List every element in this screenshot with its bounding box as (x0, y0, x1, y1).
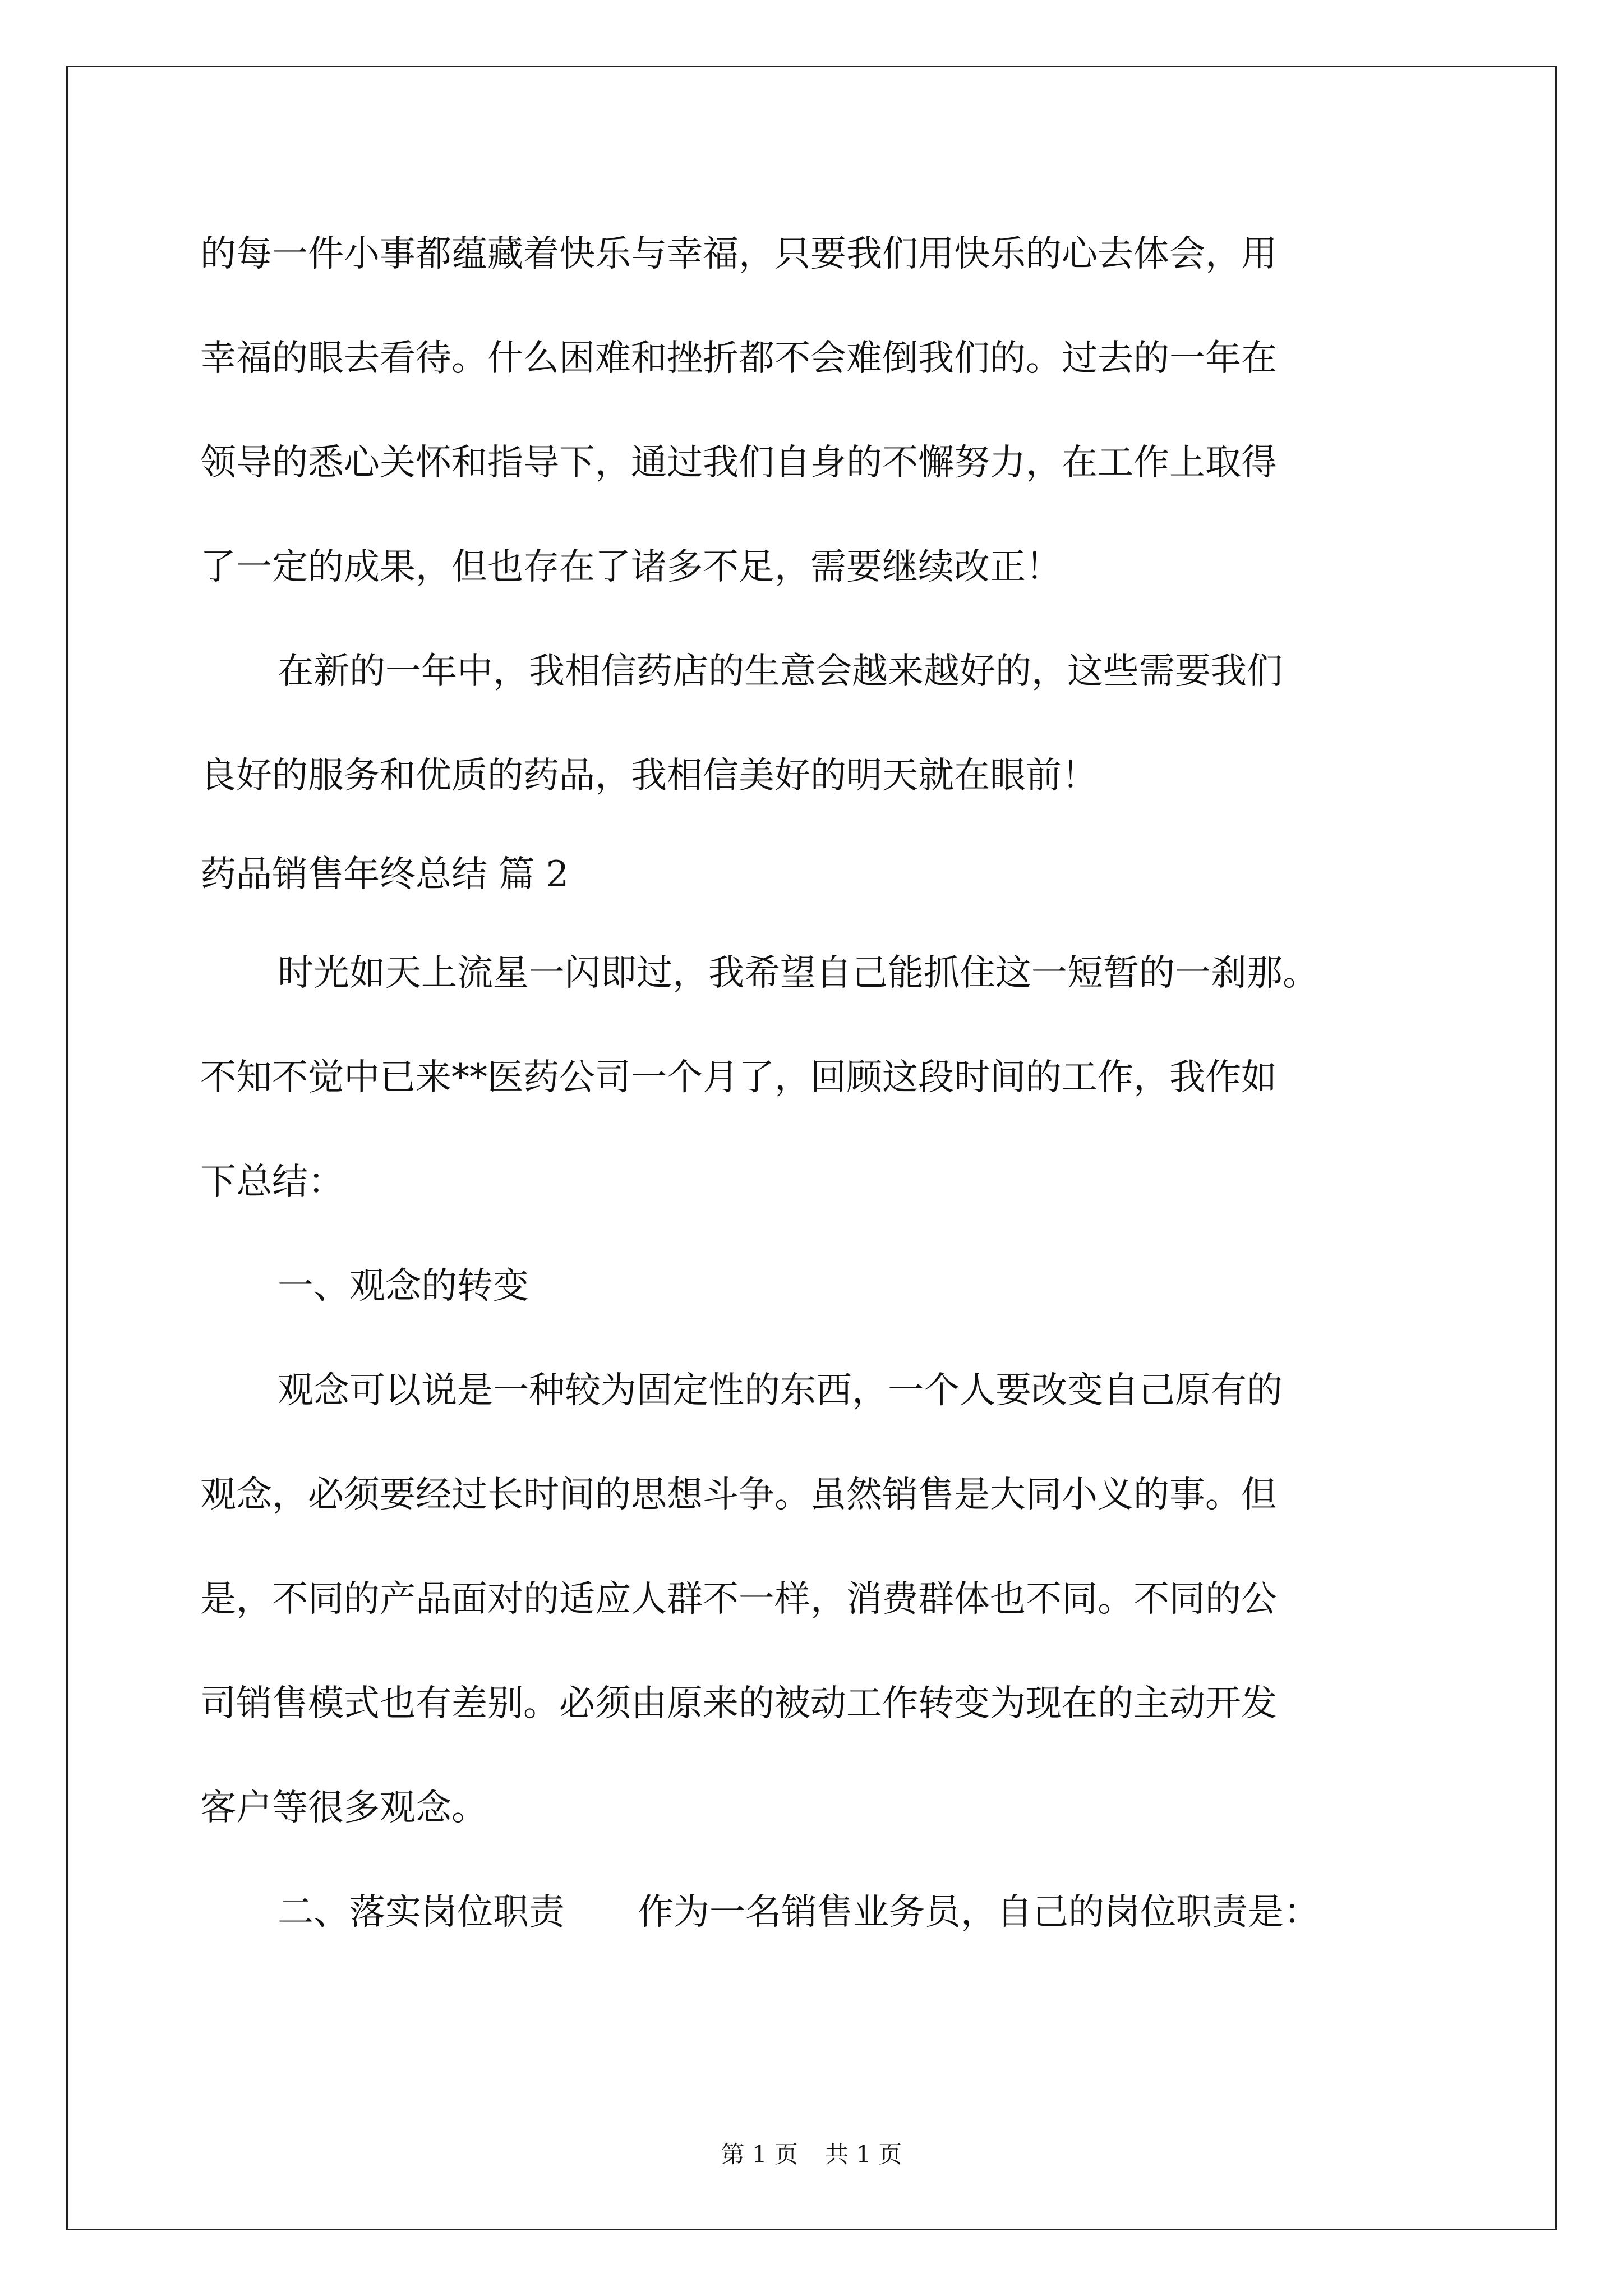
text-line: 不知不觉中已来**医药公司一个月了，回顾这段时间的工作，我作如 (200, 1057, 1277, 1098)
document-body (200, 202, 1434, 1964)
text-line: 良好的服务和优质的药品，我相信美好的明天就在眼前！ (200, 755, 1098, 797)
page-footer (0, 2136, 1623, 2170)
text-line: 下总结： (200, 1161, 344, 1203)
text-line: 客户等很多观念。 (200, 1787, 487, 1829)
page-number: 第 1 页 (721, 2141, 798, 2168)
subsection-heading: 二、落实岗位职责 (278, 1892, 565, 1933)
text-line: 了一定的成果，但也存在了诸多不足，需要继续改正！ (200, 546, 1062, 588)
text-line: 时光如天上流星一闪即过，我希望自己能抓住这一短暂的一刹那。 (278, 953, 1318, 994)
section-heading: 药品销售年终总结 篇 2 (200, 854, 569, 895)
text-line: 是，不同的产品面对的适应人群不一样，消费群体也不同。不同的公 (200, 1579, 1277, 1620)
text-line: 幸福的眼去看待。什么困难和挫折都不会难倒我们的。过去的一年在 (200, 338, 1277, 379)
text-line: 司销售模式也有差别。必须由原来的被动工作转变为现在的主动开发 (200, 1683, 1277, 1724)
text-line: 在新的一年中，我相信药店的生意会越来越好的，这些需要我们 (278, 651, 1283, 692)
text-line: 观念，必须要经过长时间的思想斗争。虽然销售是大同小义的事。但 (200, 1474, 1277, 1516)
text-line (200, 1860, 1434, 1964)
page-total: 共 1 页 (825, 2141, 902, 2168)
text-span: 作为一名销售业务员，自己的岗位职责是： (638, 1892, 1320, 1933)
subsection-heading: 一、观念的转变 (278, 1266, 529, 1307)
text-line: 的每一件小事都蕴藏着快乐与幸福，只要我们用快乐的心去体会，用 (200, 233, 1277, 275)
text-line: 观念可以说是一种较为固定性的东西，一个人要改变自己原有的 (278, 1370, 1283, 1411)
text-line: 领导的悉心关怀和指导下，通过我们自身的不懈努力，在工作上取得 (200, 442, 1277, 484)
